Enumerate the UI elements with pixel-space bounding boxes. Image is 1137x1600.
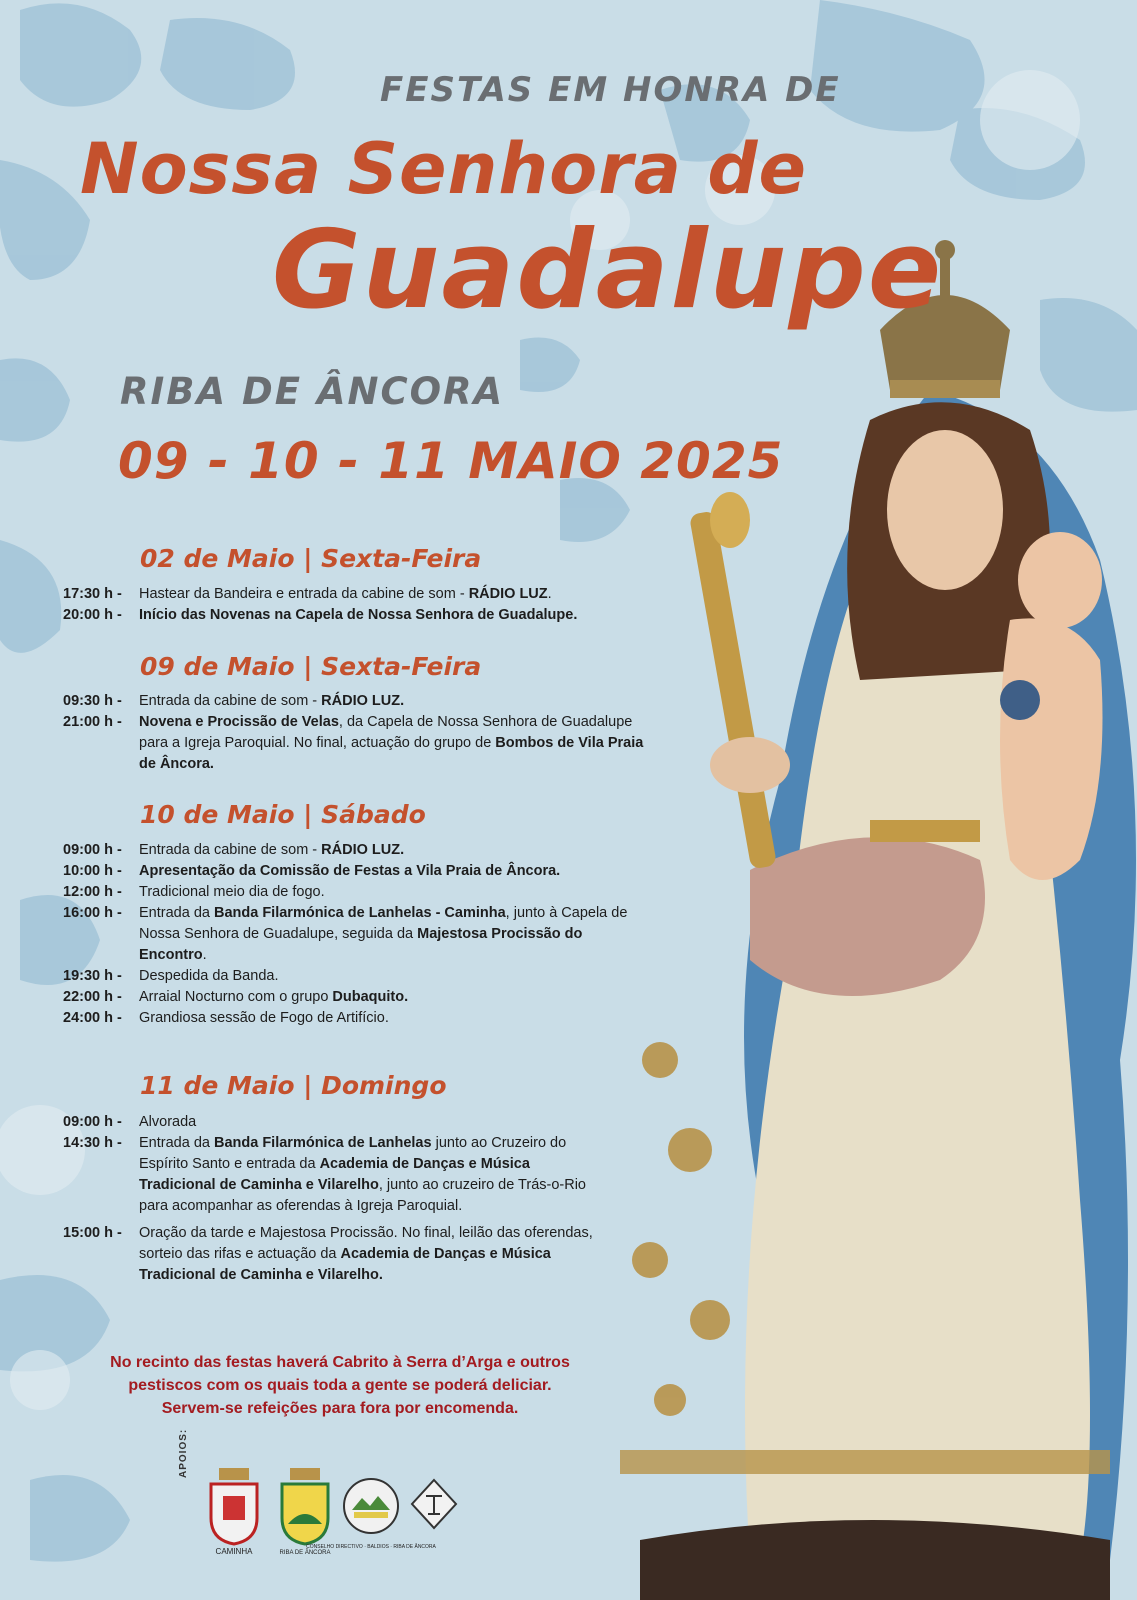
event-description: Hastear da Bandeira e entrada da cabine de som - RÁDIO LUZ.: [139, 586, 552, 602]
diamond-monogram-icon: [410, 1466, 458, 1556]
event-row: [63, 1112, 663, 1133]
event-row: [63, 987, 663, 1008]
day-schedule-11-maio: [63, 1112, 663, 1286]
note-line: pestiscos com os quais toda a gente se poderá deliciar.: [128, 1377, 552, 1394]
event-time: 15:00 h -: [63, 1225, 122, 1241]
event-row: [63, 882, 663, 903]
event-time: 22:00 h -: [63, 989, 122, 1005]
caminha-coat-of-arms-icon: [205, 1466, 263, 1556]
day-heading-02-maio: 02 de Maio | Sexta-Feira: [140, 544, 482, 573]
day-heading-10-maio: 10 de Maio | Sábado: [140, 800, 426, 829]
day-schedule-10-maio: [63, 840, 663, 1029]
event-description: Novena e Procissão de Velas, da Capela de Nossa Senhora de Guadalupe para a Igreja Paroquial. No final, actuação do grupo de Bombos de Vila Praia de Âncora.: [139, 714, 644, 772]
festival-dates: 09 - 10 - 11 MAIO 2025: [118, 432, 784, 490]
event-time: 14:30 h -: [63, 1135, 122, 1151]
location: RIBA DE ÂNCORA: [120, 370, 505, 413]
event-row: [63, 840, 663, 861]
event-description: Entrada da cabine de som - RÁDIO LUZ.: [139, 693, 405, 709]
event-time: 20:00 h -: [63, 607, 122, 623]
event-time: 10:00 h -: [63, 863, 122, 879]
event-description: Alvorada: [139, 1114, 197, 1130]
event-description: Tradicional meio dia de fogo.: [139, 884, 325, 900]
event-row: [63, 584, 663, 605]
event-description: Despedida da Banda.: [139, 968, 279, 984]
event-time: 09:00 h -: [63, 842, 122, 858]
event-description: Entrada da Banda Filarmónica de Lanhelas - Caminha, junto à Capela de Nossa Senhora de Guadalupe, seguida da Majestosa Procissão do Encontro.: [139, 905, 628, 963]
event-time: 16:00 h -: [63, 905, 122, 921]
event-row: [63, 903, 663, 966]
festival-kicker: FESTAS EM HONRA DE: [380, 70, 841, 110]
event-time: 17:30 h -: [63, 586, 122, 602]
event-time: 09:00 h -: [63, 1114, 122, 1130]
event-time: 09:30 h -: [63, 693, 122, 709]
event-description: Oração da tarde e Majestosa Procissão. No final, leilão das oferendas, sorteio das rifas e actuação da Academia de Danças e Música Tradicional de Caminha e Vilarelho.: [139, 1225, 593, 1283]
apoios-label: APOIOS:: [178, 1428, 189, 1478]
event-time: 19:30 h -: [63, 968, 122, 984]
event-time: 21:00 h -: [63, 714, 122, 730]
event-description: Apresentação da Comissão de Festas a Vila Praia de Âncora.: [139, 863, 561, 879]
riba-de-ancora-coat-of-arms-icon: [276, 1466, 334, 1556]
day-schedule-09-maio: [63, 691, 663, 775]
day-heading-09-maio: 09 de Maio | Sexta-Feira: [140, 652, 482, 681]
event-row: [63, 691, 663, 712]
virgin-statue-image: [600, 220, 1137, 1600]
day-heading-11-maio: 11 de Maio | Domingo: [140, 1071, 447, 1100]
logo-caption: CONSELHO DIRECTIVO · BALDIOS · RIBA DE ÂNCORA: [306, 1544, 436, 1550]
note-line: Servem-se refeições para fora por encomenda.: [161, 1400, 519, 1417]
food-note: [40, 1351, 640, 1420]
note-line: No recinto das festas haverá Cabrito à Serra d’Arga e outros: [110, 1354, 570, 1371]
logo-caption: CAMINHA: [215, 1547, 253, 1556]
event-description: Arraial Nocturno com o grupo Dubaquito.: [139, 989, 409, 1005]
day-schedule-02-maio: [63, 584, 663, 626]
event-description: Entrada da cabine de som - RÁDIO LUZ.: [139, 842, 405, 858]
conselho-directivo-baldios-icon: [306, 1466, 436, 1556]
event-description: Grandiosa sessão de Fogo de Artifício.: [139, 1010, 389, 1026]
event-time: 12:00 h -: [63, 884, 122, 900]
event-row: [63, 1223, 663, 1286]
event-row: [63, 605, 663, 626]
event-description: Entrada da Banda Filarmónica de Lanhelas junto ao Cruzeiro do Espírito Santo e entrada da Academia de Danças e Música Tradicional de Caminha e Vilarelho, junto ao cruzeiro de Trás-o-Rio para acompanhar as oferendas à Igreja Paroquial.: [139, 1135, 586, 1214]
title-line-1: Nossa Senhora de: [80, 128, 807, 210]
event-row: [63, 1133, 663, 1217]
event-row: [63, 861, 663, 882]
logo-caption: RIBA DE ÂNCORA: [279, 1550, 331, 1556]
event-row: [63, 1008, 663, 1029]
event-row: [63, 966, 663, 987]
event-description: Início das Novenas na Capela de Nossa Senhora de Guadalupe.: [139, 607, 578, 623]
title-line-2: Guadalupe: [272, 208, 944, 333]
event-time: 24:00 h -: [63, 1010, 122, 1026]
event-row: [63, 712, 663, 775]
